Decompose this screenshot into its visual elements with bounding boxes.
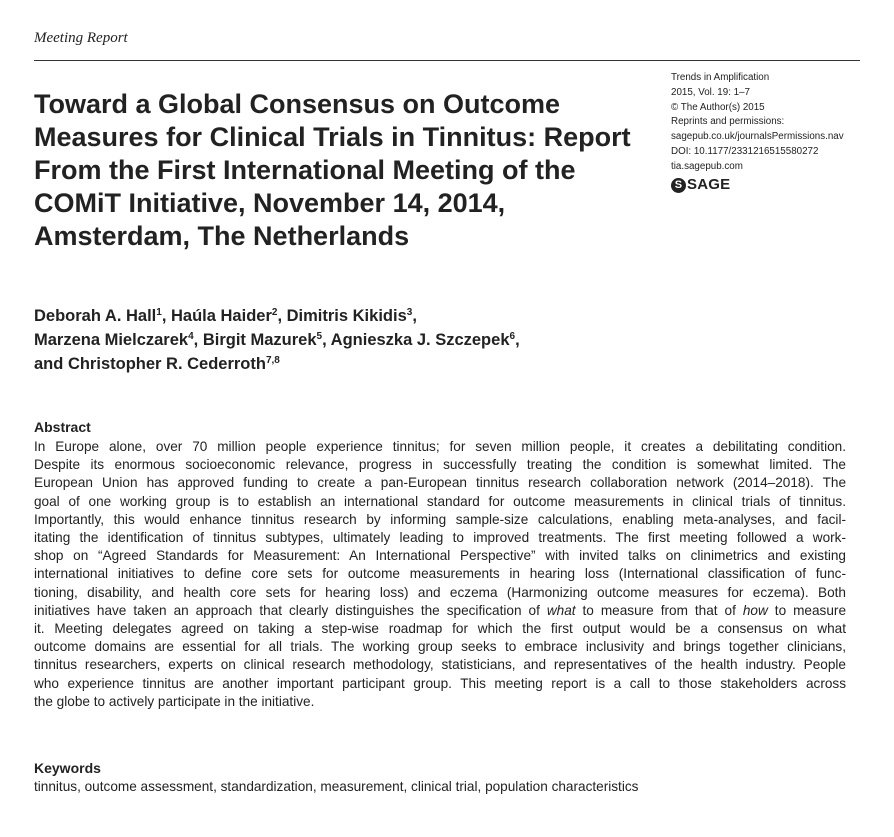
copyright: © The Author(s) 2015 (671, 101, 765, 113)
doi[interactable]: DOI: 10.1177/2331216515580272 (671, 145, 819, 157)
keywords-heading: Keywords (34, 760, 101, 776)
author-name: Haúla Haider (171, 307, 272, 325)
author-separator: , (412, 307, 417, 325)
abstract-line: In Europe alone, over 70 million people experience tinnitus; for seven million people, it creates a debilitating condition. (34, 439, 846, 454)
abstract-text: initiatives have taken an approach that clearly distinguishes the specification of (34, 602, 547, 618)
header-divider (34, 60, 860, 61)
author-affiliation: 6 (509, 331, 516, 342)
author-separator: , (277, 307, 283, 325)
article-title: Toward a Global Consensus on Outcome Measures for Clinical Trials in Tinnitus: Report From the First International Meeting of the COMiT Initiative, November 14, 2014, Amsterdam, The Netherlands (34, 89, 631, 251)
abstract-line: it. Meeting delegates agreed on taking a step-wise roadmap for which the first output would be a consensus on what (34, 621, 846, 637)
abstract-text: to measure from that of (575, 602, 743, 618)
abstract-line: Importantly, this would enhance tinnitus research by informing sample-size calculations, enabling meta-analyses, and facil- (34, 511, 846, 527)
abstract-emphasis: how (742, 602, 768, 618)
author-affiliation: 5 (316, 331, 323, 342)
sage-logo-icon: S (671, 178, 686, 193)
abstract-line (34, 602, 846, 620)
author-name: Dimitris Kikidis (286, 307, 407, 325)
author-name: Christopher R. Cederroth (67, 355, 266, 373)
journal-name: Trends in Amplification (671, 72, 770, 83)
abstract-line: who experience tinnitus are another important participant group. This meeting report is a call to those stakeholders across (34, 675, 846, 691)
permissions-link[interactable]: sagepub.co.uk/journalsPermissions.nav (671, 131, 844, 143)
author-name: Agnieszka J. Szczepek (330, 331, 510, 349)
author-name: Marzena Mielczarek (34, 331, 189, 349)
author-affiliation: 3 (406, 307, 413, 318)
author-name: Deborah A. Hall (34, 307, 157, 325)
author-list (34, 304, 674, 376)
sage-logo (671, 175, 881, 193)
author-separator: , (161, 307, 167, 325)
abstract-line: international initiatives to define core sets for outcome measurements in hearing loss (International classification of func- (34, 566, 846, 582)
author-separator: and (34, 355, 64, 373)
abstract-line: European Union has approved funding to create a pan-European tinnitus research collaboration network (2014–2018). The (34, 475, 846, 491)
author-affiliation: 1 (156, 307, 162, 318)
author-line (34, 304, 674, 328)
journal-site-link[interactable]: tia.sagepub.com (671, 160, 743, 172)
author-affiliation: 4 (188, 331, 194, 342)
author-line (34, 328, 674, 352)
section-label: Meeting Report (34, 30, 128, 46)
abstract-line: tioning, disability, and health core sets for hearing loss) and eczema (Harmonizing outcome measures for eczema). Both (34, 584, 846, 600)
keywords-text: tinnitus, outcome assessment, standardization, measurement, clinical trial, population characteristics (34, 779, 639, 794)
abstract-heading: Abstract (34, 419, 91, 435)
abstract-line: Despite its enormous socioeconomic relevance, progress in successfully treating the condition is somewhat limited. The (34, 457, 846, 473)
abstract-body (34, 438, 846, 711)
reprints-label: Reprints and permissions: (671, 116, 785, 128)
author-affiliation: 2 (271, 307, 278, 318)
abstract-line: the globe to actively participate in the initiative. (34, 693, 315, 709)
abstract-emphasis: what (546, 602, 576, 618)
author-separator: , (193, 331, 199, 349)
abstract-line: shop on “Agreed Standards for Measurement: An International Perspective” with invited talks on clinimetrics and existing (34, 548, 846, 564)
abstract-line: itating the identification of tinnitus subtypes, ultimately leading to improved treatments. The first meeting followed a work- (34, 530, 846, 546)
abstract-text: to measure (767, 602, 847, 618)
journal-info (671, 71, 881, 193)
author-line (34, 352, 674, 376)
abstract-line: outcome domains are essential for all trials. The working group seeks to embrace inclusivity and brings together clinicians, (34, 639, 846, 655)
author-separator: , (515, 331, 520, 349)
abstract-line: tinnitus researchers, experts on clinical research methodology, statisticians, and representatives of the health industry. People (34, 657, 846, 673)
author-affiliation: 7,8 (265, 355, 280, 366)
author-separator: , (322, 331, 327, 349)
sage-logo-text: SAGE (687, 175, 731, 193)
abstract-line: goal of one working group is to establish an international standard for outcome measurements in clinical trials of tinnitus. (34, 493, 846, 509)
journal-volume: 2015, Vol. 19: 1–7 (671, 86, 750, 98)
author-name: Birgit Mazurek (202, 331, 317, 349)
